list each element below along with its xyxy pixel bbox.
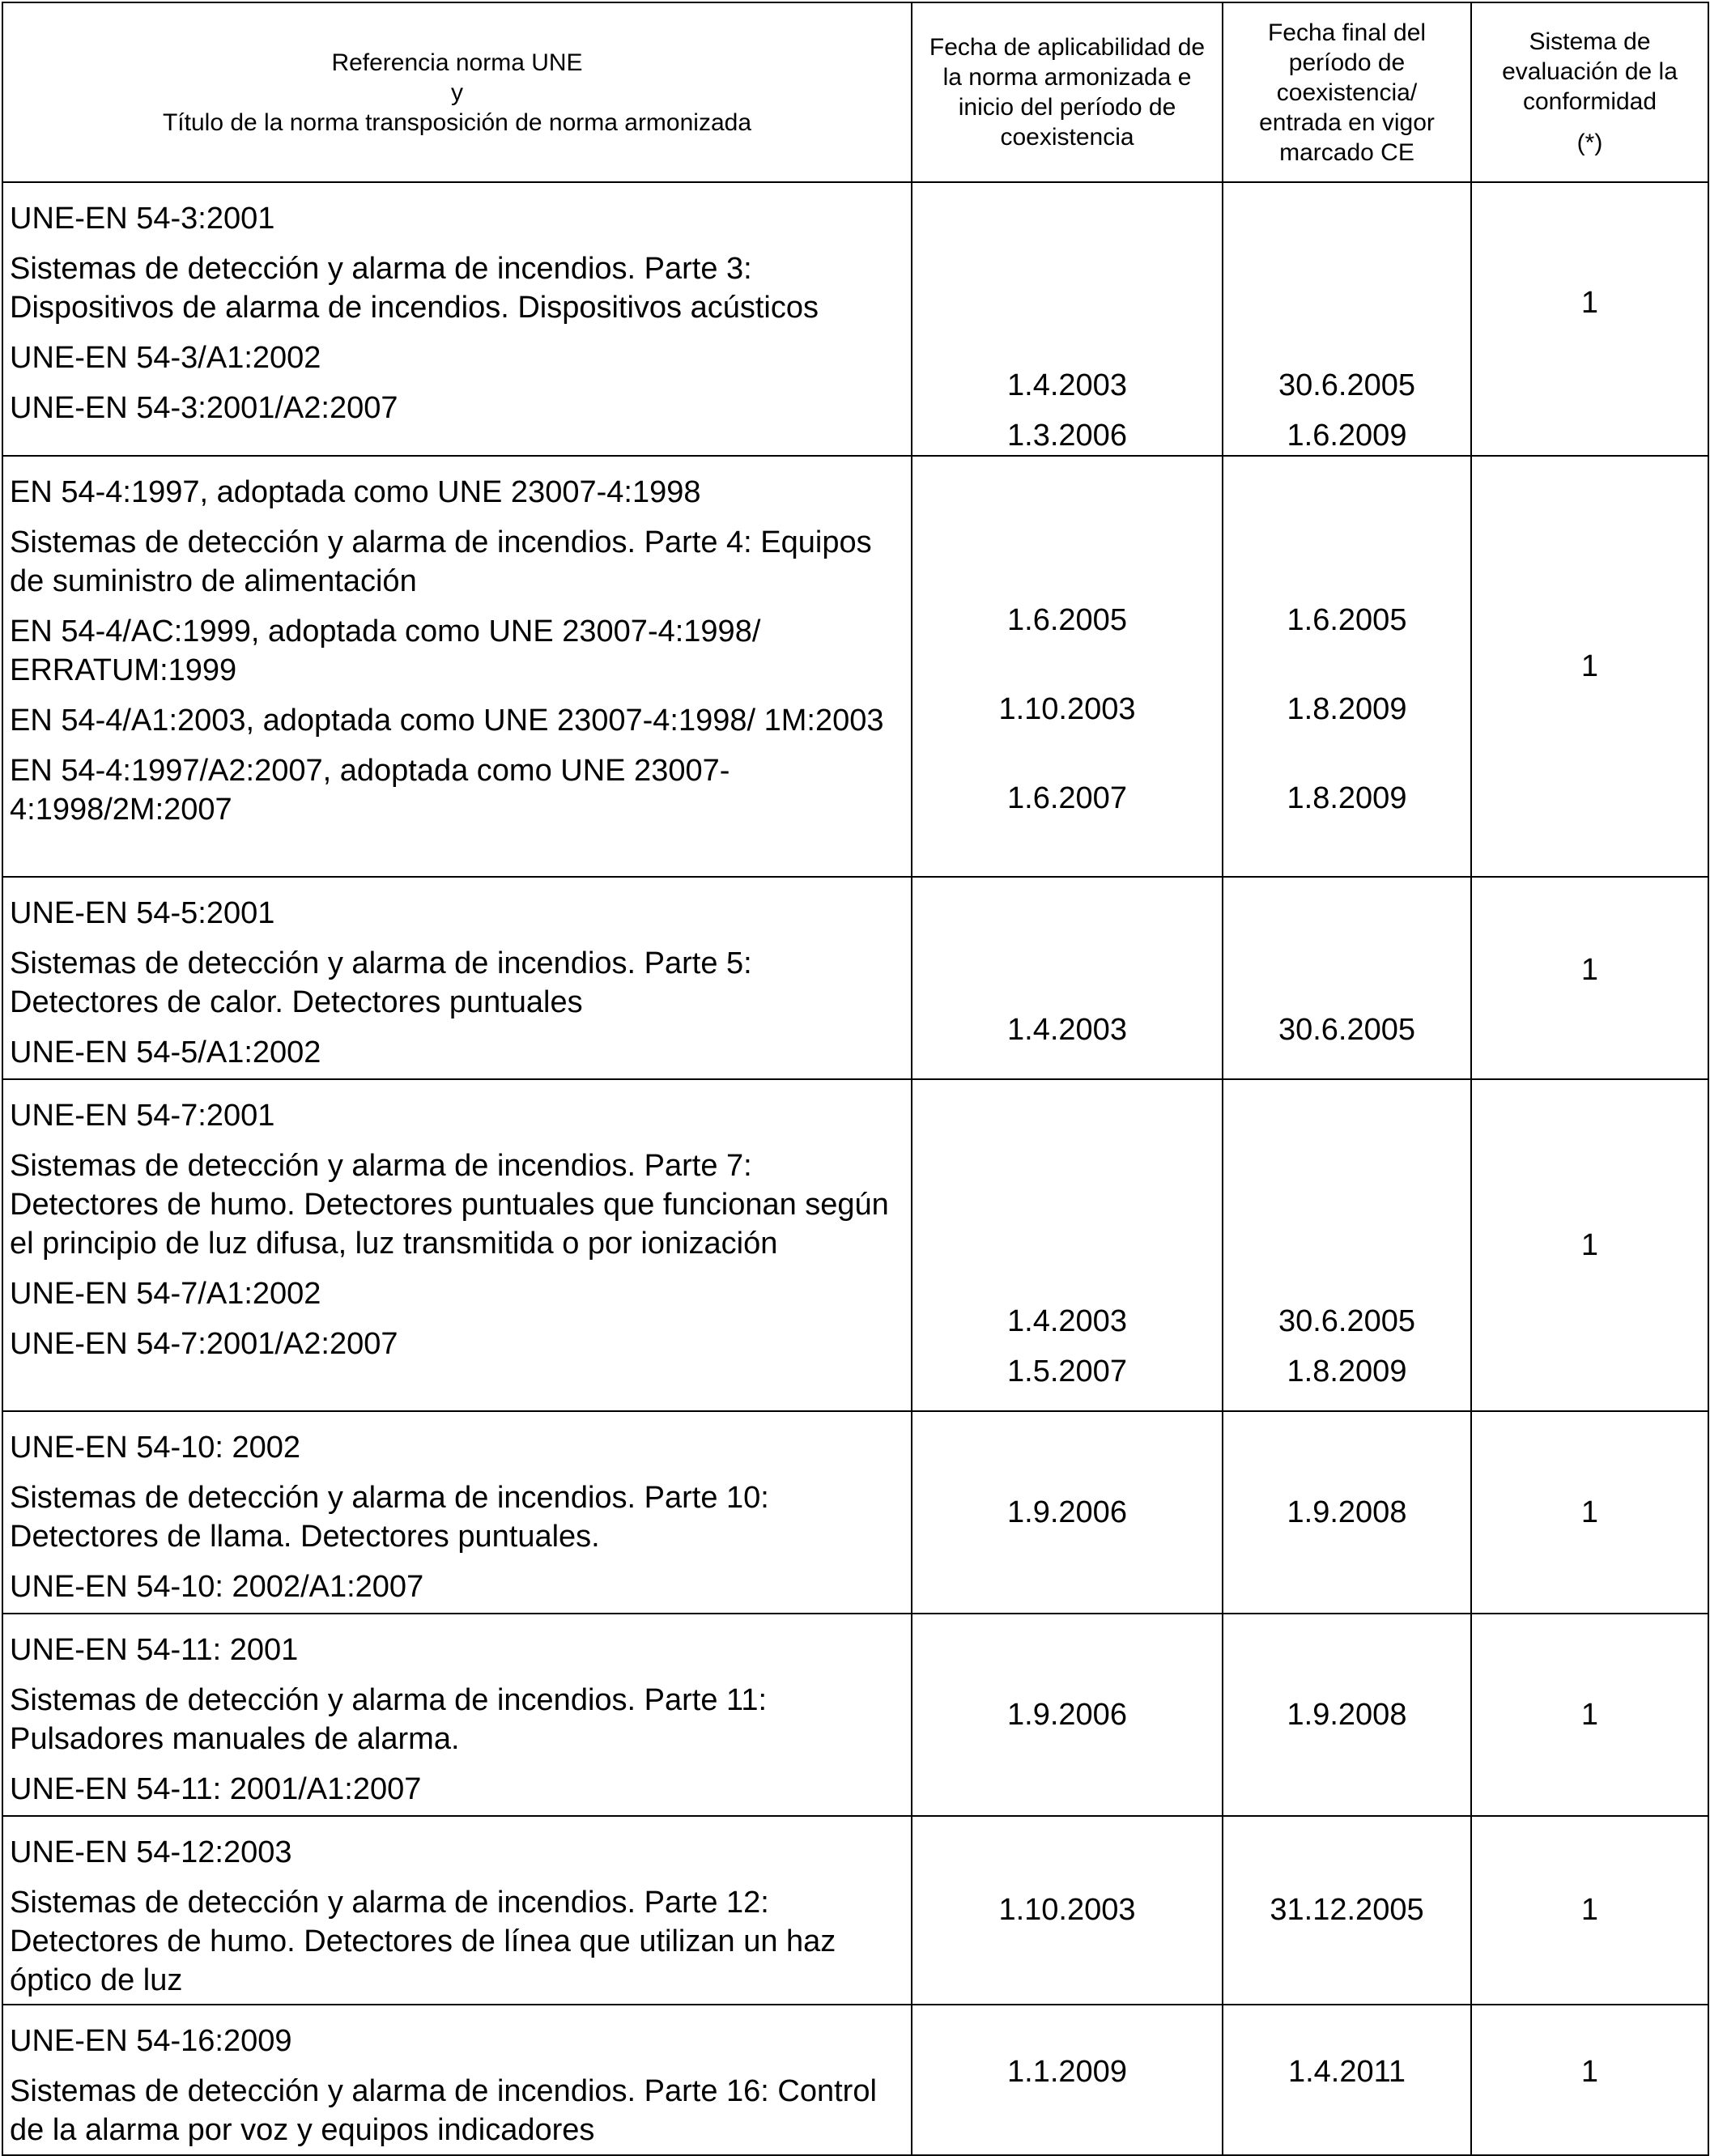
table-row [2, 456, 1708, 877]
end-date: 30.6.2005 [1278, 1013, 1416, 1047]
header-reference-line2: y [451, 79, 463, 106]
header-conformity-system-text: Sistema de evaluación de la conformidad [1502, 28, 1678, 115]
standard-title: Sistemas de detección y alarma de incendios. Parte 5: Detectores de calor. Detectores puntuales [10, 946, 752, 1019]
end-date: 30.6.2005 [1278, 1304, 1416, 1338]
conformity-system-value: 1 [1580, 952, 1599, 987]
end-date-cell [1223, 456, 1471, 877]
reference-cell [2, 1079, 912, 1411]
end-date: 1.8.2009 [1287, 692, 1407, 726]
applicability-date: 1.5.2007 [1007, 1354, 1127, 1388]
amendment-reference: UNE-EN 54-7:2001/A2:2007 [10, 1327, 398, 1361]
standard-reference: UNE-EN 54-10: 2002 [10, 1431, 301, 1465]
applicability-date: 1.6.2007 [1007, 781, 1127, 815]
table-row [2, 182, 1708, 456]
applicability-date: 1.4.2003 [1007, 1013, 1127, 1047]
amendment-reference: EN 54-4:1997/A2:2007, adoptada como UNE 23007-4:1998/2M:2007 [10, 754, 730, 827]
applicability-date: 1.3.2006 [1007, 419, 1127, 453]
header-conformity-system [1471, 2, 1708, 182]
conformity-system-value: 1 [1580, 1893, 1599, 1927]
header-applicability-date [912, 2, 1223, 182]
applicability-date: 1.6.2005 [1007, 603, 1127, 637]
end-date: 31.12.2005 [1270, 1893, 1424, 1927]
conformity-system-cell [1471, 1411, 1708, 1614]
applicability-date-cell [912, 877, 1223, 1079]
applicability-date-cell [912, 182, 1223, 456]
end-date-cell [1223, 182, 1471, 456]
reference-cell [2, 1816, 912, 2005]
amendment-reference: UNE-EN 54-11: 2001/A1:2007 [10, 1772, 422, 1806]
end-date: 1.6.2009 [1287, 419, 1407, 453]
standard-title: Sistemas de detección y alarma de incendios. Parte 16: Control de la alarma por voz y equipos indicadores [10, 2074, 877, 2147]
applicability-date-cell [912, 1816, 1223, 2005]
header-applicability-date-text: Fecha de aplicabilidad de la norma armonizada e inicio del período de coexistencia [929, 34, 1206, 151]
reference-cell [2, 877, 912, 1079]
table-row [2, 877, 1708, 1079]
conformity-system-value: 1 [1580, 1697, 1599, 1732]
header-end-coexistence-date [1223, 2, 1471, 182]
reference-cell [2, 182, 912, 456]
end-date-cell [1223, 1816, 1471, 2005]
standards-table [2, 2, 1709, 2156]
reference-cell [2, 456, 912, 877]
end-date-cell [1223, 2005, 1471, 2155]
amendment-reference: UNE-EN 54-5/A1:2002 [10, 1035, 321, 1069]
applicability-date: 1.4.2003 [1007, 1304, 1127, 1338]
applicability-date: 1.4.2003 [1007, 368, 1127, 402]
conformity-system-cell [1471, 1816, 1708, 2005]
amendment-reference: UNE-EN 54-3:2001/A2:2007 [10, 391, 398, 425]
end-date: 1.9.2008 [1287, 1697, 1407, 1732]
standard-title: Sistemas de detección y alarma de incendios. Parte 12: Detectores de humo. Detectores de línea que utilizan un haz óptico de luz [10, 1886, 836, 1997]
amendment-reference: EN 54-4/AC:1999, adoptada como UNE 23007-4:1998/ ERRATUM:1999 [10, 614, 761, 687]
standard-title: Sistemas de detección y alarma de incendios. Parte 4: Equipos de suministro de alimentación [10, 525, 872, 598]
standard-reference: UNE-EN 54-11: 2001 [10, 1633, 299, 1667]
header-row [2, 2, 1708, 182]
applicability-date: 1.9.2006 [1007, 1697, 1127, 1732]
end-date: 1.8.2009 [1287, 781, 1407, 815]
reference-cell [2, 1411, 912, 1614]
applicability-date-cell [912, 1614, 1223, 1816]
standard-reference: EN 54-4:1997, adoptada como UNE 23007-4:1998 [10, 475, 701, 509]
end-date: 1.4.2011 [1287, 2054, 1406, 2089]
header-reference-title [2, 2, 912, 182]
conformity-system-value: 1 [1580, 1227, 1599, 1262]
amendment-reference: EN 54-4/A1:2003, adoptada como UNE 23007-4:1998/ 1M:2003 [10, 704, 884, 738]
end-date: 30.6.2005 [1278, 368, 1416, 402]
amendment-reference: UNE-EN 54-3/A1:2002 [10, 341, 321, 375]
standard-reference: UNE-EN 54-5:2001 [10, 896, 275, 930]
standard-title: Sistemas de detección y alarma de incendios. Parte 11: Pulsadores manuales de alarma. [10, 1683, 768, 1756]
standard-title: Sistemas de detección y alarma de incendios. Parte 7: Detectores de humo. Detectores puntuales que funcionan según el principio de luz difusa, luz transmitida o por ionización [10, 1149, 889, 1261]
table-row [2, 1816, 1708, 2005]
conformity-system-value: 1 [1580, 1495, 1599, 1529]
header-end-coexistence-date-text: Fecha final del período de coexistencia/ entrada en vigor marcado CE [1259, 19, 1435, 166]
end-date: 1.6.2005 [1287, 603, 1407, 637]
end-date-cell [1223, 1411, 1471, 1614]
conformity-system-cell [1471, 182, 1708, 456]
conformity-system-cell [1471, 2005, 1708, 2155]
table-row [2, 1411, 1708, 1614]
end-date: 1.9.2008 [1287, 1495, 1407, 1529]
conformity-system-value: 1 [1580, 2054, 1599, 2089]
conformity-system-cell [1471, 456, 1708, 877]
header-reference-line1: Referencia norma UNE [331, 49, 583, 76]
applicability-date-cell [912, 456, 1223, 877]
table-row [2, 2005, 1708, 2155]
applicability-date-cell [912, 1411, 1223, 1614]
amendment-reference: UNE-EN 54-10: 2002/A1:2007 [10, 1570, 424, 1604]
table-row [2, 1614, 1708, 1816]
applicability-date-cell [912, 2005, 1223, 2155]
header-reference-line3: Título de la norma transposición de norma armonizada [162, 108, 752, 136]
end-date-cell [1223, 1614, 1471, 1816]
conformity-system-value: 1 [1580, 649, 1599, 683]
conformity-system-cell [1471, 1614, 1708, 1816]
end-date: 1.8.2009 [1287, 1354, 1407, 1388]
applicability-date: 1.9.2006 [1007, 1495, 1127, 1529]
conformity-system-cell [1471, 877, 1708, 1079]
conformity-system-value: 1 [1580, 285, 1599, 320]
applicability-date: 1.10.2003 [998, 1893, 1136, 1927]
end-date-cell [1223, 877, 1471, 1079]
conformity-system-cell [1471, 1079, 1708, 1411]
standard-reference: UNE-EN 54-12:2003 [10, 1835, 292, 1869]
reference-cell [2, 1614, 912, 1816]
applicability-date: 1.10.2003 [998, 692, 1136, 726]
reference-cell [2, 2005, 912, 2155]
standard-reference: UNE-EN 54-7:2001 [10, 1099, 275, 1133]
standard-reference: UNE-EN 54-16:2009 [10, 2024, 292, 2058]
end-date-cell [1223, 1079, 1471, 1411]
header-conformity-note: (*) [1576, 130, 1603, 156]
applicability-date-cell [912, 1079, 1223, 1411]
table-row [2, 1079, 1708, 1411]
standard-title: Sistemas de detección y alarma de incendios. Parte 10: Detectores de llama. Detectores puntuales. [10, 1481, 769, 1554]
standard-title: Sistemas de detección y alarma de incendios. Parte 3: Dispositivos de alarma de incendios. Dispositivos acústicos [10, 252, 819, 325]
applicability-date: 1.1.2009 [1007, 2054, 1127, 2089]
standard-reference: UNE-EN 54-3:2001 [10, 202, 275, 236]
amendment-reference: UNE-EN 54-7/A1:2002 [10, 1277, 321, 1311]
